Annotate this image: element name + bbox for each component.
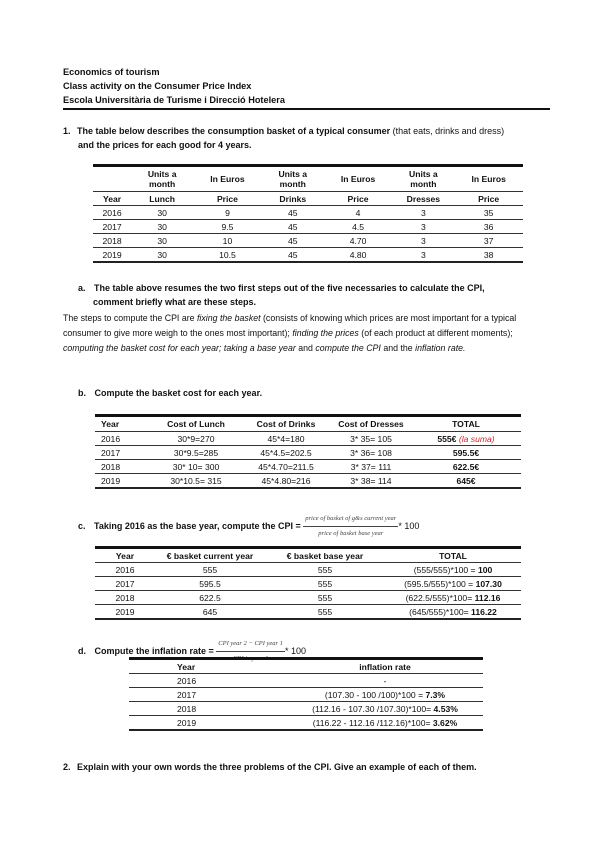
table-row bbox=[93, 206, 523, 220]
table-cell: 30*10.5= 315 bbox=[151, 474, 241, 489]
table-row bbox=[95, 432, 521, 446]
question-2 bbox=[63, 760, 477, 774]
question-number: 1. bbox=[63, 126, 71, 136]
table-cell: 2019 bbox=[95, 605, 155, 620]
header-cell: Price bbox=[454, 192, 523, 206]
table-row bbox=[129, 688, 483, 702]
table-cell: (622.5/555)*100= 112.16 bbox=[385, 591, 521, 605]
table-cell: 2018 bbox=[95, 591, 155, 605]
question-b bbox=[78, 386, 262, 400]
table-header-row bbox=[129, 659, 483, 674]
table-cell: 3* 36= 108 bbox=[331, 446, 411, 460]
header-rule bbox=[63, 108, 550, 110]
table-row bbox=[93, 234, 523, 248]
table-cell: 595.5 bbox=[155, 577, 265, 591]
question-text-normal: (that eats, drinks and dress) bbox=[392, 126, 505, 136]
answer-text: (of each product at different moments); bbox=[358, 328, 513, 338]
table-cell: 45*4.80=216 bbox=[241, 474, 331, 489]
table-cell: 3* 37= 111 bbox=[331, 460, 411, 474]
formula-denominator: price of basket base year bbox=[318, 530, 384, 537]
table-cell: 4 bbox=[324, 206, 393, 220]
table-header-row bbox=[93, 166, 523, 192]
question-text: as the base year, compute the CPI = bbox=[144, 520, 304, 531]
header-cell: Cost of Drinks bbox=[241, 416, 331, 432]
table-cell: (595.5/555)*100 = 107.30 bbox=[385, 577, 521, 591]
cpi-table bbox=[95, 546, 521, 620]
question-label: b. bbox=[78, 388, 86, 398]
table-cell: 45 bbox=[262, 234, 324, 248]
table-header-row bbox=[95, 416, 521, 432]
cpi-value: 100 bbox=[477, 564, 493, 575]
header-cell: Year bbox=[129, 659, 287, 674]
header-cell: Dresses bbox=[392, 192, 454, 206]
table-cell: 4.80 bbox=[324, 248, 393, 263]
header-cell: € basket current year bbox=[155, 548, 265, 563]
table-cell: 645€ bbox=[411, 474, 521, 489]
table-row bbox=[95, 446, 521, 460]
table-cell: (107.30 - 100 /100)*100 = 7.3% bbox=[287, 688, 483, 702]
table-cell: 2017 bbox=[95, 577, 155, 591]
activity-title: Class activity on the Consumer Price Index bbox=[63, 81, 252, 91]
table-cell: 555 bbox=[265, 563, 385, 577]
header-cell: In Euros bbox=[324, 166, 393, 192]
table-cell: 45*4.5=202.5 bbox=[241, 446, 331, 460]
answer-text: The steps to compute the CPI are bbox=[63, 313, 197, 323]
table-cell: 45*4.70=211.5 bbox=[241, 460, 331, 474]
question-text-line2: comment briefly what are these steps. bbox=[93, 297, 257, 307]
table-cell: 555 bbox=[155, 563, 265, 577]
header-cell: Year bbox=[93, 192, 131, 206]
table-cell: 2017 bbox=[95, 446, 151, 460]
header-cell: Price bbox=[324, 192, 393, 206]
header-cell: € basket base year bbox=[265, 548, 385, 563]
table-cell: 3 bbox=[392, 220, 454, 234]
table-row bbox=[95, 591, 521, 605]
table-cell: 10.5 bbox=[193, 248, 262, 263]
table-row bbox=[95, 474, 521, 489]
table-header-row bbox=[95, 548, 521, 563]
question-number: 2. bbox=[63, 762, 71, 772]
table-cell: 36 bbox=[454, 220, 523, 234]
header-cell: Units a month bbox=[392, 166, 454, 192]
table-cell: 30 bbox=[131, 234, 193, 248]
answer-italic: computing the basket cost for each year; taking a base year bbox=[63, 343, 296, 353]
table-cell: 595.5€ bbox=[411, 446, 521, 460]
cpi-formula bbox=[303, 512, 398, 541]
answer-text: and bbox=[295, 343, 316, 353]
table-cell: 30 bbox=[131, 248, 193, 263]
table-cell: 30* 10= 300 bbox=[151, 460, 241, 474]
table-cell: 30*9=270 bbox=[151, 432, 241, 446]
question-text: Explain with your own words the three problems of the CPI. Give an example of each of them. bbox=[77, 762, 477, 772]
header-cell: In Euros bbox=[193, 166, 262, 192]
table-cell: 30*9.5=285 bbox=[151, 446, 241, 460]
table-cell: 2018 bbox=[93, 234, 131, 248]
table-row bbox=[95, 577, 521, 591]
formula-denominator: CPI in year 1 bbox=[233, 655, 269, 662]
header-cell: Year bbox=[95, 416, 151, 432]
inflation-table bbox=[129, 657, 483, 731]
table-cell: 2018 bbox=[129, 702, 287, 716]
table-cell: 38 bbox=[454, 248, 523, 263]
table-cell: 555 bbox=[265, 605, 385, 620]
header-cell: Year bbox=[95, 548, 155, 563]
table-cell: 37 bbox=[454, 234, 523, 248]
cpi-value: 107.30 bbox=[475, 578, 502, 589]
cpi-value: 116.22 bbox=[471, 606, 497, 617]
header-cell: In Euros bbox=[454, 166, 523, 192]
table-cell: 2018 bbox=[95, 460, 151, 474]
question-c bbox=[78, 512, 419, 541]
header-cell: TOTAL bbox=[385, 548, 521, 563]
table-row bbox=[95, 563, 521, 577]
table-cell: 30 bbox=[131, 220, 193, 234]
table-subheader-row bbox=[93, 192, 523, 206]
header-cell: Price bbox=[193, 192, 262, 206]
answer-text: and the bbox=[380, 343, 416, 353]
table-row bbox=[129, 716, 483, 731]
header-cell bbox=[93, 166, 131, 192]
table-cell: 2016 bbox=[95, 432, 151, 446]
formula-multiplier: * 100 bbox=[398, 520, 420, 531]
formula-numerator: price of basket of g&s current year bbox=[303, 512, 398, 527]
table-cell: 2016 bbox=[93, 206, 131, 220]
table-cell: (112.16 - 107.30 /107.30)*100= 4.53% bbox=[287, 702, 483, 716]
question-text: Compute the inflation rate = bbox=[94, 645, 217, 656]
table-row bbox=[95, 460, 521, 474]
table-row bbox=[129, 674, 483, 688]
answer-italic: finding the prices bbox=[292, 328, 359, 338]
question-text: Taking bbox=[94, 520, 125, 531]
question-text: The table above resumes the two first steps out of the five necessaries to calculate the CPI, bbox=[94, 283, 485, 293]
header-cell: Drinks bbox=[262, 192, 324, 206]
cpi-value: 112.16 bbox=[474, 592, 501, 603]
table-cell: (555/555)*100 = 100 bbox=[385, 563, 521, 577]
table-cell: 3 bbox=[392, 248, 454, 263]
question-label: c. bbox=[78, 520, 86, 531]
table-row bbox=[95, 605, 521, 620]
header-cell: inflation rate bbox=[287, 659, 483, 674]
header-cell: Cost of Lunch bbox=[151, 416, 241, 432]
table-cell: 2017 bbox=[93, 220, 131, 234]
table-cell: 3* 38= 114 bbox=[331, 474, 411, 489]
header-cell: Units a month bbox=[131, 166, 193, 192]
table-cell: 2019 bbox=[95, 474, 151, 489]
question-text-line2: and the prices for each good for 4 years. bbox=[78, 140, 252, 150]
table-cell: - bbox=[287, 674, 483, 688]
table-row bbox=[93, 248, 523, 263]
table-cell: 645 bbox=[155, 605, 265, 620]
table-cell: (645/555)*100= 116.22 bbox=[385, 605, 521, 620]
table-cell: 4.70 bbox=[324, 234, 393, 248]
table-cell: 2017 bbox=[129, 688, 287, 702]
table-cell: 555 bbox=[265, 591, 385, 605]
table-cell: (116.22 - 112.16 /112.16)*100= 3.62% bbox=[287, 716, 483, 731]
table-cell: 622.5€ bbox=[411, 460, 521, 474]
answer-italic: compute the CPI bbox=[315, 343, 381, 353]
base-year: 2016 bbox=[124, 520, 145, 531]
basket-table bbox=[93, 164, 523, 263]
table-cell: 3 bbox=[392, 234, 454, 248]
table-cell: 2016 bbox=[95, 563, 155, 577]
note-text: (la suma) bbox=[456, 433, 495, 444]
table-cell: 4.5 bbox=[324, 220, 393, 234]
table-cell: 45 bbox=[262, 248, 324, 263]
answer-italic: fixing the basket bbox=[196, 313, 261, 323]
question-text: Compute the basket cost for each year. bbox=[94, 388, 263, 398]
table-cell: 3 bbox=[392, 206, 454, 220]
answer-text: (consists of knowing which prices are most important for a typical consumer to give more weigh to the ones most important); bbox=[63, 313, 517, 338]
header-cell: Units a month bbox=[262, 166, 324, 192]
header-cell: Lunch bbox=[131, 192, 193, 206]
header-cell: TOTAL bbox=[411, 416, 521, 432]
table-cell: 10 bbox=[193, 234, 262, 248]
table-cell: 2019 bbox=[129, 716, 287, 731]
table-cell: 555€ (la suma) bbox=[411, 432, 521, 446]
question-label: d. bbox=[78, 645, 86, 656]
school-name: Escola Universitària de Turisme i Direcció Hotelera bbox=[63, 95, 285, 105]
answer-a bbox=[63, 311, 553, 356]
header-cell: Cost of Dresses bbox=[331, 416, 411, 432]
formula-multiplier: * 100 bbox=[284, 645, 306, 656]
table-cell: 622.5 bbox=[155, 591, 265, 605]
table-cell: 45 bbox=[262, 220, 324, 234]
question-1 bbox=[63, 124, 563, 152]
course-title: Economics of tourism bbox=[63, 67, 160, 77]
inflation-value: 3.62% bbox=[432, 717, 458, 728]
table-cell: 35 bbox=[454, 206, 523, 220]
inflation-value: 7.3% bbox=[425, 689, 446, 700]
table-cell: 9.5 bbox=[193, 220, 262, 234]
basket-cost-table bbox=[95, 414, 521, 489]
table-cell: 45*4=180 bbox=[241, 432, 331, 446]
table-cell: 30 bbox=[131, 206, 193, 220]
table-cell: 555 bbox=[265, 577, 385, 591]
table-row bbox=[129, 702, 483, 716]
table-row bbox=[93, 220, 523, 234]
table-cell: 3* 35= 105 bbox=[331, 432, 411, 446]
table-cell: 9 bbox=[193, 206, 262, 220]
table-cell: 45 bbox=[262, 206, 324, 220]
table-cell: 2016 bbox=[129, 674, 287, 688]
question-a bbox=[78, 281, 558, 309]
formula-numerator: CPI year 2 − CPI year 1 bbox=[216, 637, 285, 652]
table-cell: 2019 bbox=[93, 248, 131, 263]
inflation-value: 4.53% bbox=[433, 703, 458, 714]
question-label: a. bbox=[78, 283, 86, 293]
question-text: The table below describes the consumption basket of a typical consumer bbox=[77, 126, 391, 136]
answer-italic: inflation rate. bbox=[415, 343, 466, 353]
